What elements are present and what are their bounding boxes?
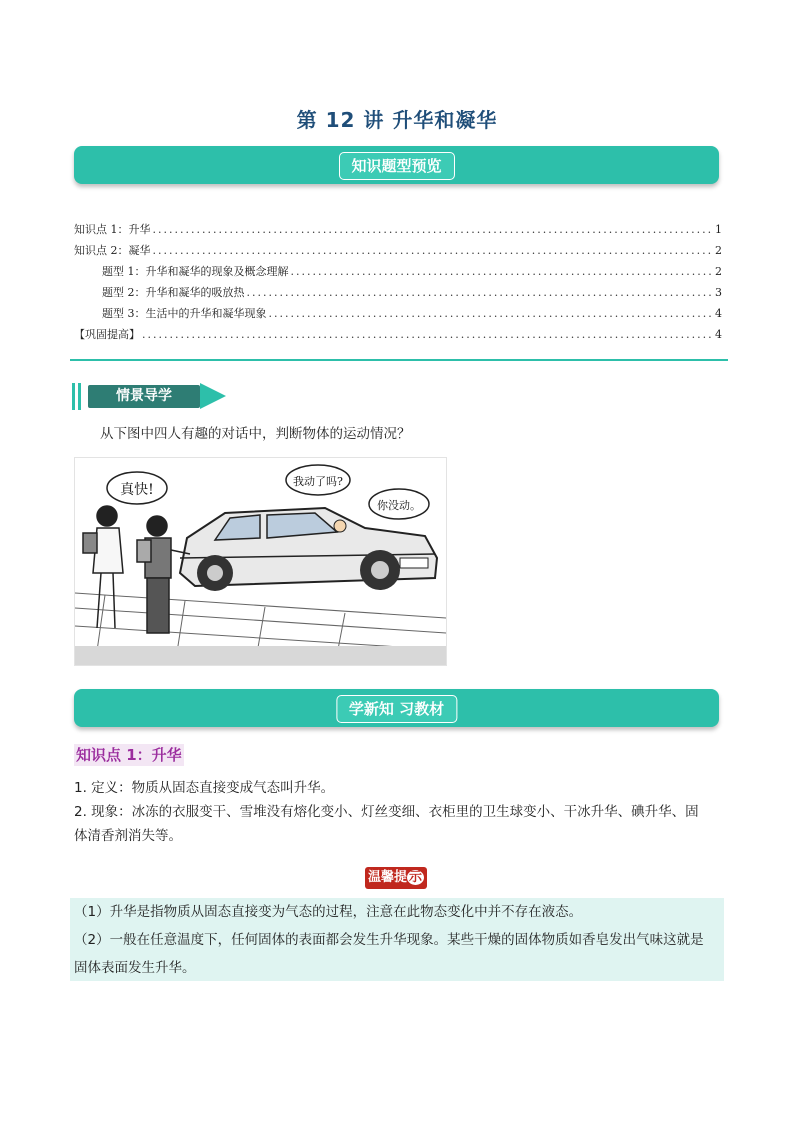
phenomenon-line-cont: 体清香剂消失等。 <box>74 828 182 844</box>
toc-row[interactable] <box>74 324 722 345</box>
toc-label: 知识点 1：升华 <box>74 223 151 236</box>
cartoon-illustration <box>74 457 447 666</box>
toc-label: 知识点 2：凝华 <box>74 244 151 257</box>
toc-label: 题型 1：升华和凝华的现象及概念理解 <box>102 265 289 278</box>
banner-label: 学新知 习教材 <box>336 695 457 723</box>
table-of-contents <box>74 219 722 345</box>
section-banner-preview <box>74 146 719 184</box>
tip-label-last: 示 <box>409 870 423 885</box>
toc-page: 1 <box>715 223 722 236</box>
toc-page: 4 <box>715 307 722 320</box>
arrow-icon <box>200 383 226 409</box>
page-title: 第 12 讲 升华和凝华 <box>296 108 498 132</box>
knowledge-point-title: 知识点 1：升华 <box>76 746 182 764</box>
toc-row[interactable] <box>74 261 722 282</box>
scene-label: 情景导学 <box>88 385 200 408</box>
tip-box <box>70 898 724 981</box>
toc-page: 2 <box>715 244 722 257</box>
tip-line: （1）升华是指物质从固态直接变为气态的过程，注意在此物态变化中并不存在液态。 <box>74 904 583 920</box>
toc-row[interactable] <box>74 240 722 261</box>
toc-label: 题型 3：生活中的升华和凝华现象 <box>102 307 267 320</box>
bubble-boy-text: 你没动。 <box>377 499 421 512</box>
section-divider <box>70 359 728 361</box>
toc-page: 4 <box>715 328 722 341</box>
definition-line: 1. 定义：物质从固态直接变成气态叫升华。 <box>74 780 335 796</box>
tip-badge <box>365 867 427 889</box>
toc-label: 【巩固提高】 <box>74 328 140 341</box>
toc-page: 2 <box>715 265 722 278</box>
toc-row[interactable] <box>74 282 722 303</box>
bubble-driver-text: 我动了吗? <box>293 475 343 488</box>
toc-row[interactable] <box>74 219 722 240</box>
tip-line: 固体表面发生升华。 <box>74 960 196 976</box>
bubble-girl-text: 真快! <box>120 482 154 498</box>
toc-row[interactable] <box>74 303 722 324</box>
knowledge-point-body <box>74 776 724 848</box>
tip-line: （2）一般在任意温度下，任何固体的表面都会发生升华现象。某些干燥的固体物质如香皂发出气味这就是 <box>74 932 704 948</box>
banner-label: 知识题型预览 <box>338 152 454 180</box>
section-banner-new-knowledge <box>74 689 719 727</box>
car-scene-image <box>75 458 446 665</box>
tip-label: 温馨提 <box>367 870 407 885</box>
phenomenon-line: 2. 现象：冰冻的衣服变干、雪堆没有熔化变小、灯丝变细、衣柜里的卫生球变小、干冰升华、碘升华、固 <box>74 804 699 820</box>
scene-question: 从下图中四人有趣的对话中，判断物体的运动情况？ <box>100 426 411 442</box>
toc-label: 题型 2：升华和凝华的吸放热 <box>102 286 245 299</box>
toc-page: 3 <box>715 286 722 299</box>
scene-section-tag <box>72 383 232 410</box>
